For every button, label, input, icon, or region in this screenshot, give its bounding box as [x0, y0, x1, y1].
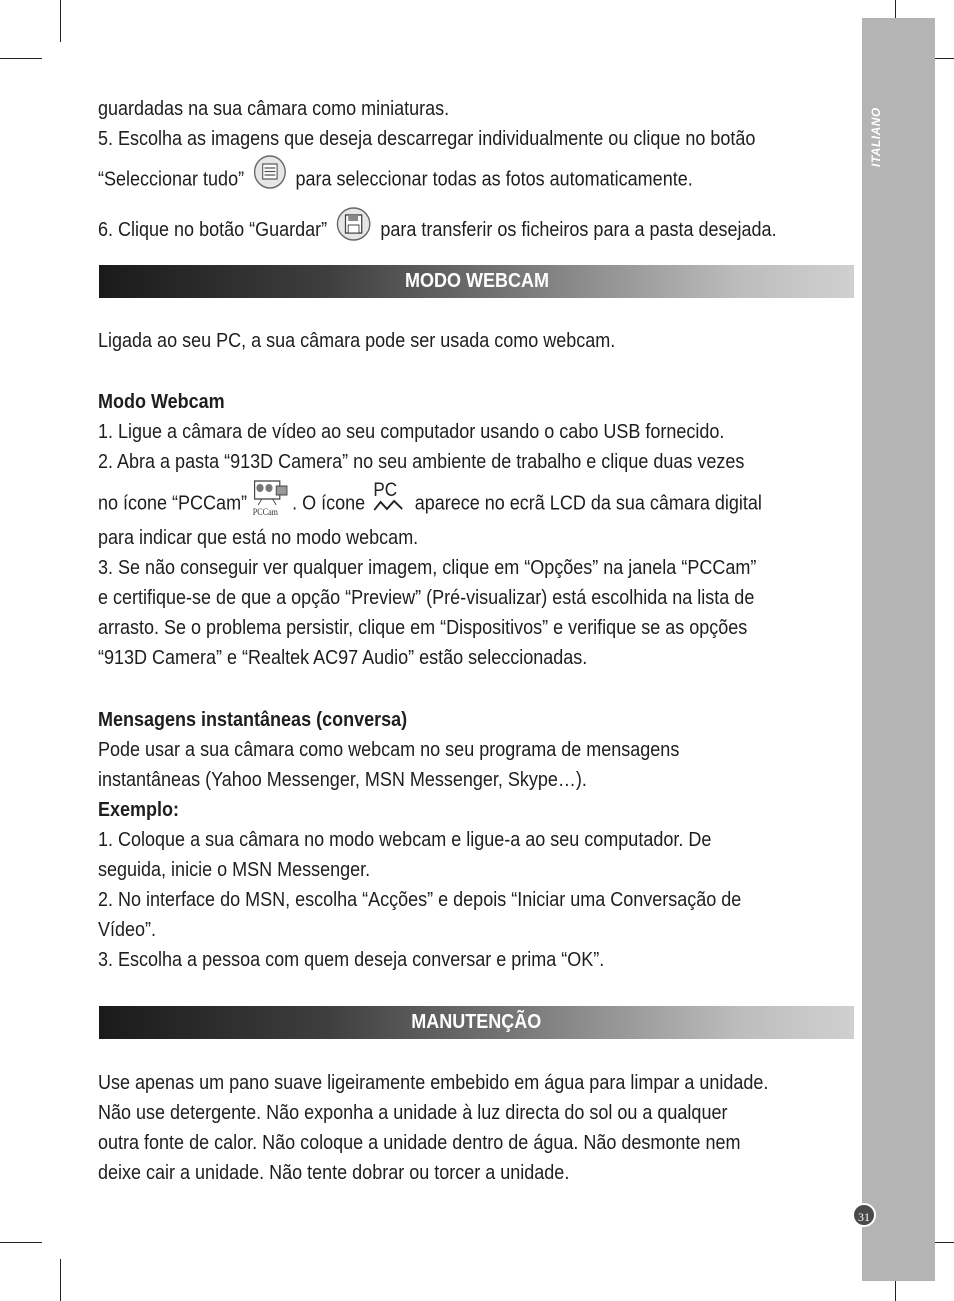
text-line: e certifique-se de que a opção “Preview” (Pré-visualizar) está escolhida na lista de	[98, 587, 755, 609]
section-header-maintenance: MANUTENÇÃO	[99, 1006, 854, 1039]
text-line: seguida, inicie o MSN Messenger.	[98, 859, 371, 881]
text-line: 2. Abra a pasta “913D Camera” no seu ambiente de trabalho e clique duas vezes	[98, 451, 745, 473]
text-line: 3. Se não conseguir ver qualquer imagem, clique em “Opções” na janela “PCCam”	[98, 557, 757, 579]
text-line: Não use detergente. Não exponha a unidade à luz directa do sol ou a qualquer	[98, 1102, 728, 1124]
webcam-section	[98, 326, 782, 673]
crop-mark	[60, 0, 61, 42]
section-header-webcam: MODO WEBCAM	[99, 265, 854, 298]
subheading: Modo Webcam	[98, 391, 225, 413]
text-line: “Seleccionar tudo” para seleccionar todas as fotos automaticamente.	[98, 154, 782, 206]
text-line: outra fonte de calor. Não coloque a unidade dentro de água. Não desmonte nem	[98, 1132, 741, 1154]
language-label: ITALIANO	[869, 107, 883, 167]
text-line: Vídeo”.	[98, 919, 157, 941]
text-line: 6. Clique no botão “Guardar” para transferir os ficheiros para a pasta desejada.	[98, 206, 782, 255]
text-line: Ligada ao seu PC, a sua câmara pode ser usada como webcam.	[98, 330, 616, 352]
text-line: guardadas na sua câmara como miniaturas.	[98, 98, 450, 120]
pc-mode-icon	[372, 480, 408, 528]
text-line: para indicar que está no modo webcam.	[98, 527, 419, 549]
crop-mark	[0, 1242, 42, 1243]
maintenance-section	[98, 1068, 782, 1188]
language-sidebar	[862, 18, 935, 1281]
text-line: “913D Camera” e “Realtek AC97 Audio” estão seleccionadas.	[98, 647, 588, 669]
text-line: Use apenas um pano suave ligeiramente embebido em água para limpar a unidade.	[98, 1072, 769, 1094]
subheading: Mensagens instantâneas (conversa)	[98, 709, 408, 731]
text-line: deixe cair a unidade. Não tente dobrar ou torcer a unidade.	[98, 1162, 570, 1184]
pccam-icon-label: PCCam	[252, 506, 278, 517]
pc-icon-label: PC	[373, 480, 398, 501]
messenger-section	[98, 705, 782, 975]
text-line: 2. No interface do MSN, escolha “Acções” e depois “Iniciar uma Conversação de	[98, 889, 742, 911]
crop-mark	[60, 1259, 61, 1301]
text-line: no ícone “PCCam” PCCam . O ícone PC aparece no ecrã LCD da sua câmara digital	[98, 477, 782, 531]
example-label: Exemplo:	[98, 799, 180, 821]
text-line: 1. Coloque a sua câmara no modo webcam e ligue-a ao seu computador. De	[98, 829, 712, 851]
text-line: 1. Ligue a câmara de vídeo ao seu computador usando o cabo USB fornecido.	[98, 421, 725, 443]
text-line: arrasto. Se o problema persistir, clique em “Dispositivos” e verifique se as opções	[98, 617, 748, 639]
text-line: Pode usar a sua câmara como webcam no seu programa de mensagens	[98, 739, 680, 761]
text-line: 5. Escolha as imagens que deseja descarregar individualmente ou clique no botão	[98, 128, 756, 150]
select-all-icon	[253, 154, 287, 206]
crop-mark	[0, 58, 42, 59]
intro-text	[98, 94, 782, 255]
text-line: instantâneas (Yahoo Messenger, MSN Messenger, Skype…).	[98, 769, 587, 791]
page-number: 31	[852, 1203, 876, 1227]
floppy-disk-icon	[336, 206, 372, 255]
text-line: 3. Escolha a pessoa com quem deseja conversar e prima “OK”.	[98, 949, 605, 971]
